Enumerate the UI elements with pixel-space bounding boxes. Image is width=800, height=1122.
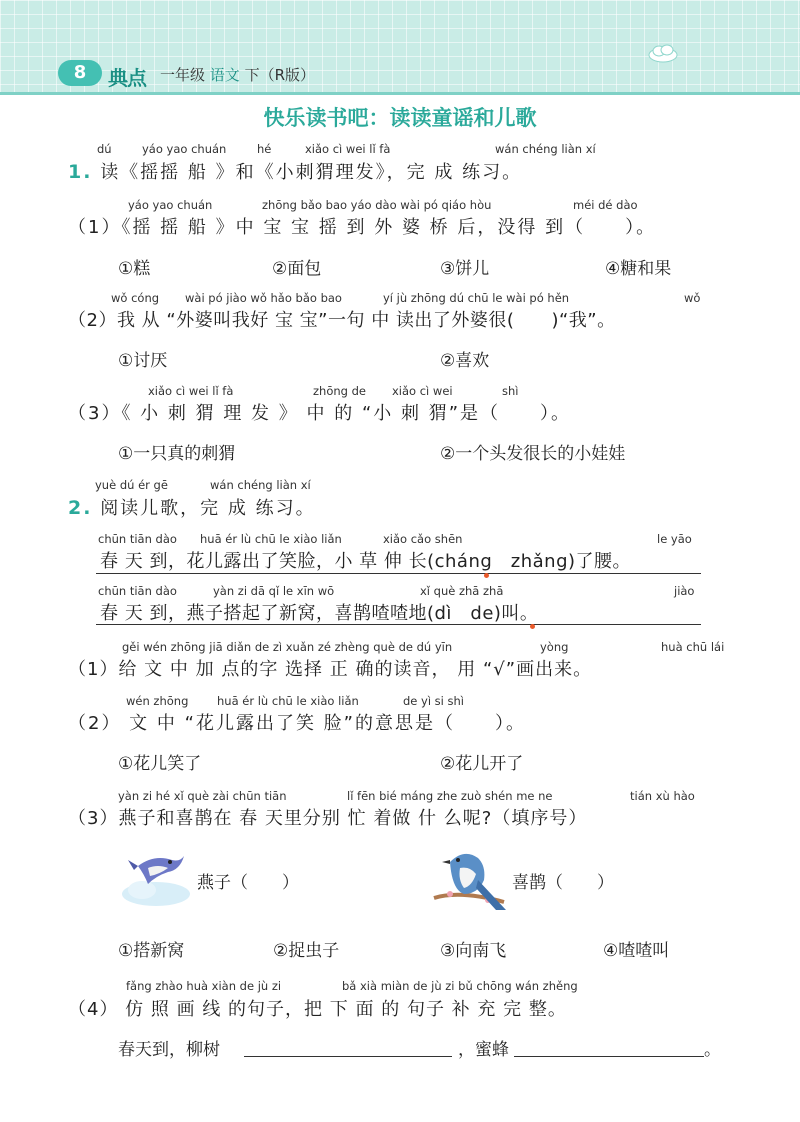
option[interactable]: ①一只真的刺猬 [118, 444, 236, 464]
page-number-badge: 8 [58, 60, 102, 86]
fill-end: 。 [704, 1040, 721, 1060]
page-title: 快乐读书吧：读读童谣和儿歌 [263, 106, 537, 130]
emphasis-dot [484, 573, 489, 578]
pinyin: wài pó jiào wǒ hǎo bǎo bao [185, 291, 342, 305]
pinyin: le yāo [657, 532, 692, 546]
emphasis-dot [530, 624, 535, 629]
edition-label: （R版） [259, 66, 316, 84]
pinyin: wán chéng liàn xí [495, 142, 596, 156]
fill-middle: ，蜜蜂 [458, 1040, 509, 1060]
question-1-3: （3）《 小 刺 猬 理 发 》 中 的 “小 刺 猬”是（ ）。 [68, 403, 572, 424]
question-1 [68, 158, 522, 184]
pinyin: hé [257, 142, 272, 156]
pinyin: yòng [540, 640, 569, 654]
question-text: 阅读儿歌，完 成 练习。 [100, 498, 316, 519]
pinyin: chūn tiān dào [98, 584, 177, 598]
option[interactable]: ①讨厌 [118, 351, 168, 371]
option[interactable]: ④喳喳叫 [603, 941, 670, 961]
pinyin: chūn tiān dào [98, 532, 177, 546]
pinyin: wén zhōng [126, 694, 189, 708]
option[interactable]: ②捉虫子 [273, 941, 340, 961]
pinyin: fǎng zhào huà xiàn de jù zi [126, 979, 282, 993]
term-label: 下 [244, 66, 260, 84]
question-1-1: （1）《摇 摇 船 》中 宝 宝 摇 到 外 婆 桥 后，没得 到（ ）。 [68, 217, 657, 238]
question-2 [68, 494, 316, 520]
question-number: 2. [68, 497, 93, 519]
page-header [0, 0, 800, 95]
pinyin: yí jù zhōng dú chū le wài pó hěn [383, 291, 570, 305]
pinyin: dú [97, 142, 112, 156]
pinyin: shì [502, 384, 519, 398]
fill-prefix: 春天到，柳树 [118, 1040, 220, 1060]
magpie-icon [430, 840, 510, 916]
pinyin: huà chū lái [661, 640, 725, 654]
option[interactable]: ③向南飞 [440, 941, 507, 961]
option[interactable]: ④糖和果 [605, 259, 672, 279]
pinyin: xiǎo cì wei lǐ fà [148, 384, 234, 398]
poem-line-2: 春 天 到，燕子搭起了新窝，喜鹊喳喳地(dì de)叫。 [100, 603, 539, 624]
brand-logo: 典点 [108, 66, 146, 90]
fill-blank-willow[interactable] [244, 1056, 452, 1057]
pinyin: jiào [674, 584, 695, 598]
cloud-icon [645, 42, 681, 64]
pinyin: huā ér lù chū le xiào liǎn [217, 694, 359, 708]
bird-swallow-answer[interactable]: 燕子（ ） [197, 873, 299, 893]
pinyin: yuè dú ér gē [95, 478, 168, 492]
grade-label: 一年级 [160, 66, 206, 84]
subject-label: 语文 [209, 66, 240, 84]
option[interactable]: ②喜欢 [440, 351, 490, 371]
pinyin: gěi wén zhōng jiā diǎn de zì xuǎn zé zhèng què de dú yīn [122, 640, 453, 654]
question-2-3: （3）燕子和喜鹊在 春 天里分别 忙 着做 什 么呢?（填序号） [68, 808, 588, 829]
option[interactable]: ①搭新窝 [118, 941, 185, 961]
pinyin: yàn zi hé xǐ què zài chūn tiān [118, 789, 287, 803]
poem-underline [96, 573, 701, 574]
poem-underline [96, 624, 701, 625]
pinyin: de yì si shì [403, 694, 465, 708]
question-1-2: （2）我 从 “外婆叫我好 宝 宝”一句 中 读出了外婆很( )“我”。 [68, 310, 616, 331]
swallow-icon [120, 838, 192, 910]
option[interactable]: ①糕 [118, 259, 151, 279]
poem-line-1: 春 天 到，花儿露出了笑脸，小 草 伸 长(cháng zhǎng)了腰。 [100, 551, 632, 572]
pinyin: zhōng bǎo bao yáo dào wài pó qiáo hòu [262, 198, 492, 212]
pinyin: huā ér lù chū le xiào liǎn [200, 532, 342, 546]
option[interactable]: ①花儿笑了 [118, 754, 202, 774]
pinyin: wǒ [684, 291, 701, 305]
option[interactable]: ③饼儿 [440, 259, 490, 279]
question-text: 读《摇摇 船 》和《小刺猬理发》，完 成 练习。 [100, 162, 523, 183]
question-number: 1. [68, 161, 93, 183]
pinyin: xiǎo cì wei lǐ fà [305, 142, 391, 156]
option[interactable]: ②面包 [272, 259, 322, 279]
pinyin: xǐ què zhā zhā [420, 584, 504, 598]
book-info [160, 64, 315, 85]
pinyin: yáo yao chuán [142, 142, 227, 156]
pinyin: xiǎo cǎo shēn [383, 532, 463, 546]
question-2-1: （1）给 文 中 加 点的字 选择 正 确的读音， 用 “√”画出来。 [68, 659, 593, 680]
pinyin: bǎ xià miàn de jù zi bǔ chōng wán zhěng [342, 979, 578, 993]
fill-blank-bee[interactable] [514, 1056, 704, 1057]
option[interactable]: ②花儿开了 [440, 754, 524, 774]
option[interactable]: ②一个头发很长的小娃娃 [440, 444, 626, 464]
pinyin: lǐ fēn bié máng zhe zuò shén me ne [347, 789, 553, 803]
pinyin: yàn zi dā qǐ le xīn wō [213, 584, 335, 598]
pinyin: wǒ cóng [111, 291, 160, 305]
question-2-4: （4） 仿 照 画 线 的句子，把 下 面 的 句子 补 充 完 整。 [68, 999, 567, 1020]
pinyin: yáo yao chuán [128, 198, 213, 212]
pinyin: méi dé dào [573, 198, 638, 212]
pinyin: zhōng de [313, 384, 366, 398]
pinyin: wán chéng liàn xí [210, 478, 311, 492]
pinyin: tián xù hào [630, 789, 695, 803]
question-2-2: （2） 文 中 “花儿露出了笑 脸”的意思是（ ）。 [68, 713, 526, 734]
bird-magpie-answer[interactable]: 喜鹊（ ） [512, 873, 614, 893]
pinyin: xiǎo cì wei [392, 384, 453, 398]
